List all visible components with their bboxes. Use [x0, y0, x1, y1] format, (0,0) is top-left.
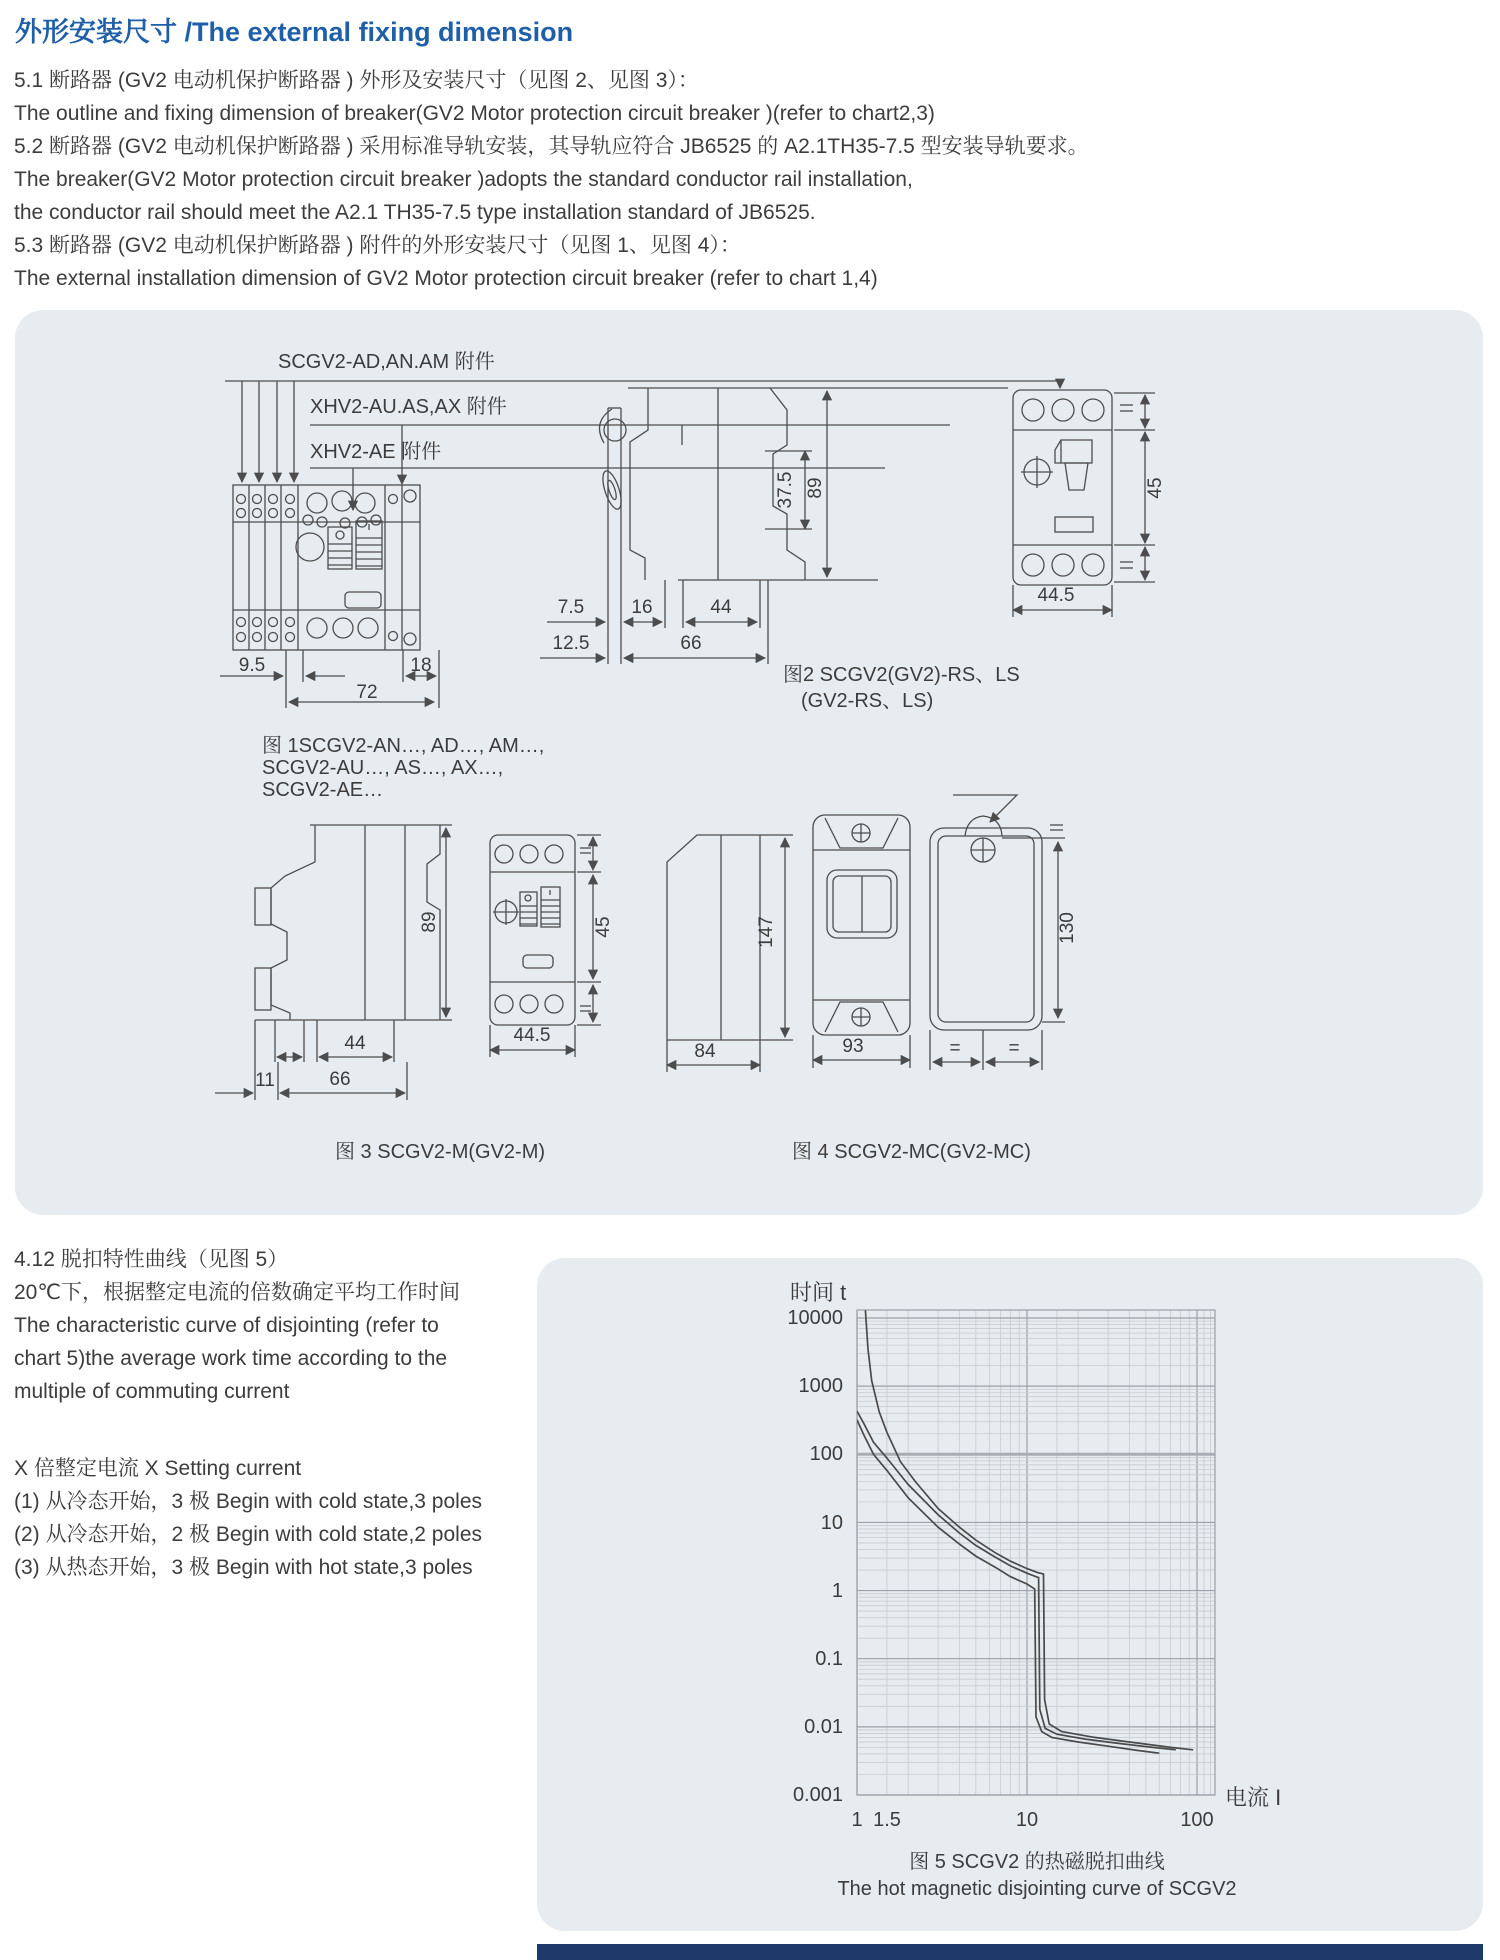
section-412-line-1: 4.12 脱扣特性曲线（见图 5）: [14, 1248, 289, 1271]
figure3-dim-11: 11: [255, 1070, 275, 1091]
figure1-dim-9.5: 9.5: [238, 655, 266, 676]
trip-curve: [865, 1310, 1193, 1750]
section-412-text: [14, 1243, 460, 1408]
figure3-caption: 图 3 SCGV2-M(GV2-M): [335, 1141, 546, 1163]
figure4-caption: 图 4 SCGV2-MC(GV2-MC): [792, 1141, 1031, 1163]
intro-line-1: 5.1 断路器 (GV2 电动机保护断路器 ) 外形及安装尺寸（见图 2、见图 3）：: [14, 69, 699, 92]
figure4-dim-equal-1: =: [949, 1038, 961, 1059]
figure1-dim-18: 18: [410, 655, 432, 676]
y-tick-0.01: 0.01: [804, 1716, 843, 1738]
figure1-drawing: [220, 350, 1060, 801]
figure3-dim-44.5: 44.5: [513, 1025, 551, 1046]
page-title: 外形安装尺寸 /The external fixing dimension: [15, 17, 574, 47]
figure1-dim-72: 72: [356, 682, 378, 703]
figure2-dim-37.5: 37.5: [775, 471, 796, 509]
x-tick-1.5: 1.5: [873, 1809, 901, 1831]
y-tick-10: 10: [820, 1512, 843, 1534]
figure1-caption-line1: 图 1SCGV2-AN…, AD…, AM…,: [262, 735, 545, 757]
figure4-dim-130: 130: [1057, 912, 1078, 944]
figure3-dim-66: 66: [329, 1069, 351, 1090]
figure1-accessory-label-2: XHV2-AU.AS,AX 附件: [310, 396, 507, 418]
x-tick-1: 1: [851, 1809, 863, 1831]
figure1-accessory-label-1: SCGV2-AD,AN.AM 附件: [278, 351, 495, 373]
figure4-dim-84: 84: [694, 1041, 716, 1062]
figure2-dim-45: 45: [1145, 477, 1166, 499]
intro-paragraph: [14, 64, 1194, 295]
y-tick-1: 1: [831, 1580, 843, 1602]
y-tick-0.001: 0.001: [792, 1784, 843, 1806]
figure3-dim-89: 89: [419, 911, 440, 933]
setting-current-line-2: (1) 从冷态开始，3 极 Begin with cold state,3 poles: [14, 1490, 483, 1513]
section-412-line-5: multiple of commuting current: [14, 1380, 290, 1403]
section-412-line-2: 20℃下，根据整定电流的倍数确定平均工作时间: [14, 1281, 460, 1304]
intro-line-2: The outline and fixing dimension of breaker(GV2 Motor protection circuit breaker )(refer to chart2,3): [14, 102, 935, 125]
figure2-caption-line1: 图2 SCGV2(GV2)-RS、LS: [783, 664, 1020, 686]
trip-curve-chart: [537, 1258, 1483, 1931]
x-axis-title: 电流 I: [1225, 1785, 1282, 1810]
intro-line-3: 5.2 断路器 (GV2 电动机保护断路器 ) 采用标准导轨安装，其导轨应符合 JB6525 的 A2.1TH35-7.5 型安装导轨要求。: [14, 135, 1089, 158]
y-tick-1000: 1000: [798, 1375, 843, 1397]
intro-line-5: the conductor rail should meet the A2.1 TH35-7.5 type installation standard of JB6525.: [14, 201, 816, 224]
intro-line-4: The breaker(GV2 Motor protection circuit breaker )adopts the standard conductor rail installation,: [14, 168, 913, 191]
figure4-drawing: [667, 795, 1078, 1163]
figure2-dim-44: 44: [710, 597, 732, 618]
figure4-dim-equal-2: =: [1008, 1038, 1020, 1059]
setting-current-line-1: X 倍整定电流 X Setting current: [14, 1457, 302, 1480]
chart-grid: [857, 1310, 1215, 1795]
footer-bar: [537, 1944, 1483, 1960]
figure2-dim-12.5: 12.5: [552, 633, 590, 654]
section-412-line-4: chart 5)the average work time according to the: [14, 1347, 448, 1370]
figure3-dim-44: 44: [344, 1033, 366, 1054]
trip-curve: [857, 1420, 1159, 1753]
setting-current-line-4: (3) 从热态开始，3 极 Begin with hot state,3 poles: [14, 1556, 473, 1579]
setting-current-text: [14, 1452, 482, 1584]
figure2-dim-89: 89: [805, 477, 826, 499]
intro-line-7: The external installation dimension of GV2 Motor protection circuit breaker (refer to chart 1,4): [14, 267, 878, 290]
intro-line-6: 5.3 断路器 (GV2 电动机保护断路器 ) 附件的外形安装尺寸（见图 1、见图 4）：: [14, 234, 741, 257]
figure1-caption-line2: SCGV2-AU…, AS…, AX…,: [262, 757, 504, 779]
y-tick-0.1: 0.1: [815, 1648, 843, 1670]
trip-curve-panel: [537, 1258, 1483, 1931]
figure2-dim-44.5: 44.5: [1037, 585, 1075, 606]
figure3-dim-45: 45: [593, 916, 614, 938]
trip-curve: [857, 1411, 1176, 1750]
figure5-caption-line1: 图 5 SCGV2 的热磁脱扣曲线: [909, 1851, 1165, 1873]
figure2-caption-line2: (GV2-RS、LS): [801, 690, 934, 712]
dimension-drawings-panel: [15, 310, 1483, 1215]
figure4-dim-93: 93: [842, 1036, 864, 1057]
chart-curves: [857, 1310, 1193, 1753]
y-tick-100: 100: [809, 1443, 843, 1465]
y-axis-title: 时间 t: [790, 1280, 847, 1305]
figure1-accessory-label-3: XHV2-AE 附件: [310, 441, 442, 463]
figure3-drawing: [215, 825, 614, 1163]
figure2-drawing: [540, 388, 1166, 712]
figure2-dim-66: 66: [680, 633, 702, 654]
y-tick-10000: 10000: [787, 1307, 843, 1329]
x-tick-100: 100: [1180, 1809, 1214, 1831]
figure2-dim-7.5: 7.5: [557, 597, 585, 618]
x-tick-10: 10: [1015, 1809, 1039, 1831]
figure4-dim-147: 147: [756, 916, 777, 948]
figure5-caption-line2: The hot magnetic disjointing curve of SCGV2: [837, 1878, 1237, 1900]
section-412-line-3: The characteristic curve of disjointing (refer to: [14, 1314, 439, 1337]
setting-current-line-3: (2) 从冷态开始，2 极 Begin with cold state,2 poles: [14, 1523, 483, 1546]
figure2-dim-16: 16: [631, 597, 653, 618]
dimension-drawings: [15, 310, 1483, 1215]
figure1-caption-line3: SCGV2-AE…: [262, 779, 384, 801]
